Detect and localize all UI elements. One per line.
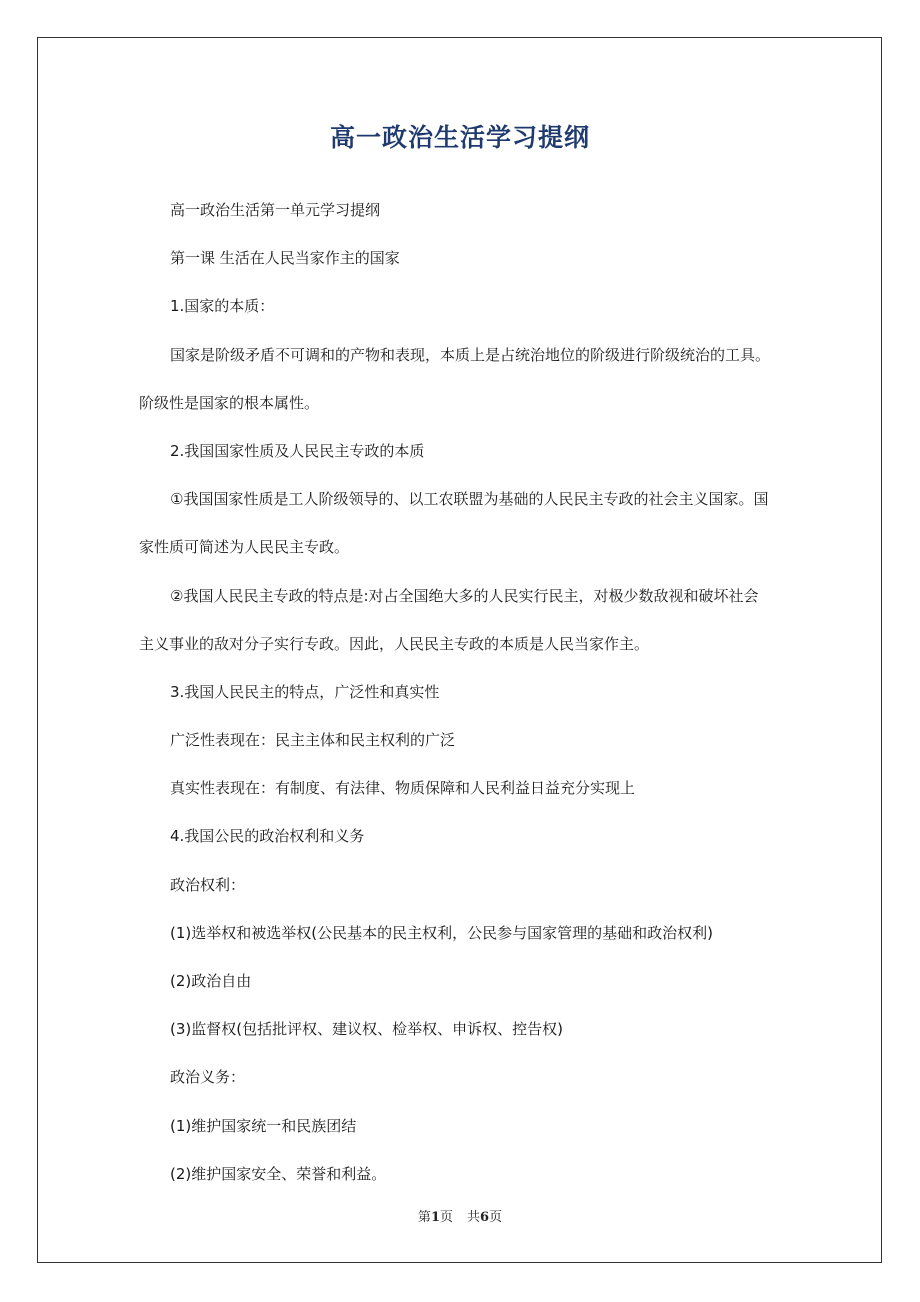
list-item: (3)监督权(包括批评权、建议权、检举权、申诉权、控告权) — [170, 1020, 563, 1039]
list-item: (1)选举权和被选举权(公民基本的民主权利，公民参与国家管理的基础和政治权利) — [170, 923, 713, 942]
section-heading-1: 1.国家的本质： — [170, 297, 275, 316]
paragraph-line: 真实性表现在：有制度、有法律、物质保障和人民利益日益充分实现上 — [170, 779, 636, 798]
subheading-political-rights: 政治权利： — [170, 875, 246, 894]
current-page-number: 1 — [430, 1210, 440, 1225]
paragraph-line: ②我国人民民主专政的特点是:对占全国绝大多的人民实行民主，对极少数敌视和破坏社会 — [170, 586, 759, 605]
paragraph-line-continued: 家性质可简述为人民民主专政。 — [139, 538, 350, 557]
paragraph-line: 广泛性表现在：民主主体和民主权利的广泛 — [170, 731, 456, 750]
page-unit: 页 — [439, 1210, 453, 1225]
total-unit: 页 — [489, 1210, 503, 1225]
paragraph-unit-heading: 高一政治生活第一单元学习提纲 — [170, 201, 381, 219]
subheading-political-duties: 政治义务： — [170, 1068, 246, 1087]
paragraph-line: 国家是阶级矛盾不可调和的产物和表现，本质上是占统治地位的阶级进行阶级统治的工具。 — [170, 345, 771, 364]
list-item: (1)维护国家统一和民族团结 — [170, 1116, 357, 1135]
paragraph-line: ①我国国家性质是工人阶级领导的、以工农联盟为基础的人民民主专政的社会主义国家。国 — [170, 490, 769, 509]
document-title: 高一政治生活学习提纲 — [329, 123, 590, 152]
section-heading-4: 4.我国公民的政治权利和义务 — [170, 827, 365, 846]
page-footer — [0, 1206, 920, 1225]
paragraph-line-continued: 阶级性是国家的根本属性。 — [139, 393, 320, 412]
total-page-number: 6 — [480, 1210, 490, 1225]
section-heading-3: 3.我国人民民主的特点，广泛性和真实性 — [170, 682, 440, 701]
section-heading-2: 2.我国国家性质及人民民主专政的本质 — [170, 441, 425, 460]
page-prefix: 第 — [417, 1210, 431, 1225]
paragraph-lesson-heading: 第一课 生活在人民当家作主的国家 — [170, 249, 400, 268]
list-item: (2)维护国家安全、荣誉和利益。 — [170, 1164, 387, 1183]
list-item: (2)政治自由 — [170, 972, 252, 990]
total-prefix: 共 — [467, 1210, 481, 1225]
paragraph-line-continued: 主义事业的敌对分子实行专政。因此，人民民主专政的本质是人民当家作主。 — [139, 634, 650, 653]
document-body — [139, 196, 789, 1208]
